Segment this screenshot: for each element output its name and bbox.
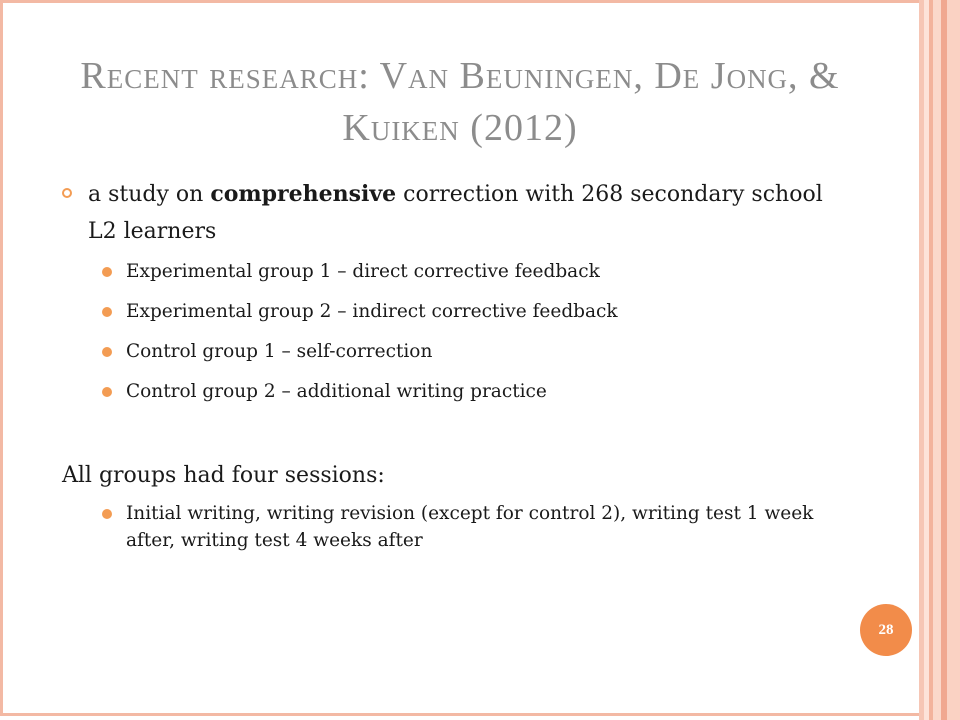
sub-item [62, 338, 852, 365]
sub-item [62, 298, 852, 325]
page-number-badge: 28 [860, 604, 912, 656]
bullet-study-bold: comprehensive [210, 181, 397, 207]
dot-bullet-icon [102, 307, 112, 317]
sub-item-text: Control group 1 – self-correction [126, 341, 433, 362]
slide-body [62, 176, 852, 554]
sub-item [62, 378, 852, 405]
decorative-stripe [947, 0, 960, 720]
decorative-stripe [933, 0, 941, 720]
sessions-item-text: Initial writing, writing revision (except for control 2), writing test 1 week after, writing test 4 weeks after [126, 503, 814, 551]
sub-item-text: Experimental group 1 – direct corrective feedback [126, 261, 600, 282]
bullet-study-text-before: a study on [88, 182, 211, 207]
dot-bullet-icon [102, 387, 112, 397]
sub-item [62, 258, 852, 285]
ring-bullet-icon [62, 188, 72, 198]
dot-bullet-icon [102, 509, 112, 519]
sessions-item [62, 500, 852, 554]
bullet-study-text-after: correction with 268 secondary school L2 learners [88, 182, 823, 244]
slide-title: Recent research: Van Beuningen, De Jong, & Kuiken (2012) [80, 55, 840, 149]
sub-item-text: Control group 2 – additional writing practice [126, 381, 547, 402]
dot-bullet-icon [102, 267, 112, 277]
sessions-heading: All groups had four sessions: [62, 463, 385, 488]
bullet-study [62, 176, 852, 250]
sub-item-text: Experimental group 2 – indirect corrective feedback [126, 301, 618, 322]
dot-bullet-icon [102, 347, 112, 357]
